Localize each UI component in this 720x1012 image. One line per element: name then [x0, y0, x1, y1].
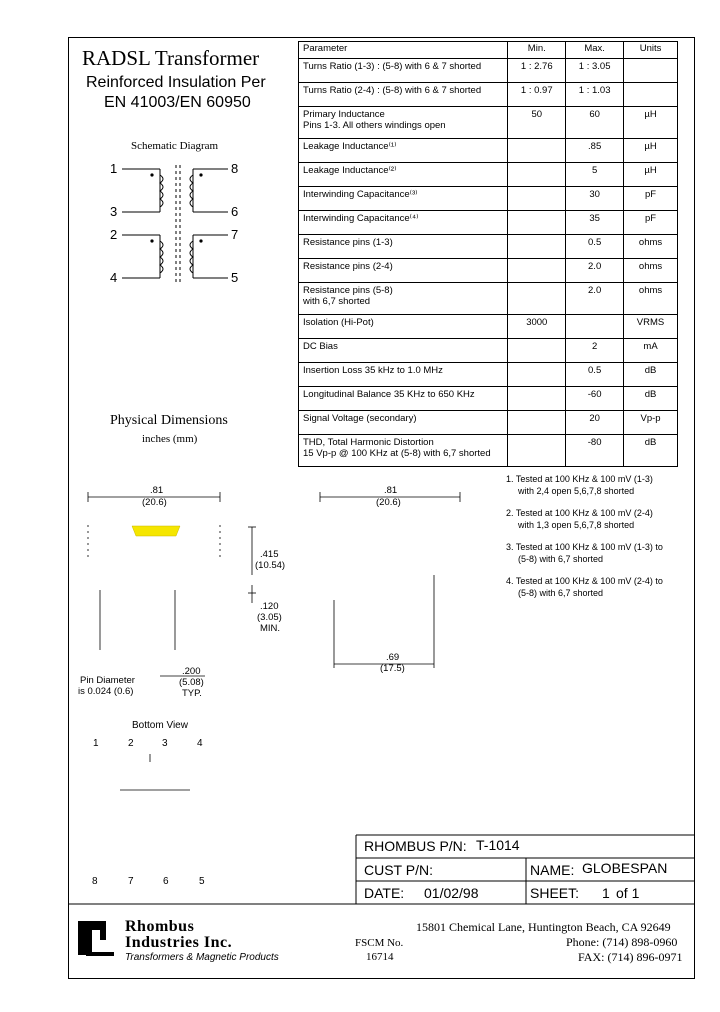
row-units: dB — [624, 435, 678, 467]
note-line: (5-8) with 6,7 shorted — [518, 588, 604, 598]
row-units — [624, 59, 678, 83]
dim-height: .415 — [260, 549, 279, 560]
cust-pn-label: CUST P/N: — [364, 862, 433, 878]
row-units: ohms — [624, 235, 678, 259]
rhombus-pn-label: RHOMBUS P/N: — [364, 838, 467, 854]
schematic-pin-2: 2 — [110, 227, 118, 242]
dimension-drawing — [88, 492, 460, 790]
schematic-pin-3: 3 — [110, 204, 118, 219]
row-param: Leakage Inductance⁽¹⁾ — [299, 139, 508, 163]
row-max: 60 — [566, 107, 624, 139]
row-units: VRMS — [624, 315, 678, 339]
bottom-pin-3: 3 — [162, 738, 168, 749]
table-row — [299, 315, 678, 339]
bottom-view-title: Bottom View — [132, 720, 188, 731]
dim-width-right-mm: (20.6) — [376, 497, 401, 508]
row-max: 35 — [566, 211, 624, 235]
company-tagline: Transformers & Magnetic Products — [125, 952, 279, 963]
row-max: .85 — [566, 139, 624, 163]
row-min — [508, 235, 566, 259]
row-units: pF — [624, 211, 678, 235]
table-row — [299, 139, 678, 163]
dim-pin-length-note: MIN. — [260, 623, 281, 634]
row-min: 1 : 2.76 — [508, 59, 566, 83]
dim-pin-spacing-note: TYP. — [182, 688, 202, 699]
row-units: dB — [624, 363, 678, 387]
fscm-label: FSCM No. — [355, 937, 404, 949]
col-header-min: Min. — [508, 42, 566, 59]
schematic-pin-1: 1 — [110, 161, 118, 176]
row-param: Insertion Loss 35 kHz to 1.0 MHz — [299, 363, 508, 387]
col-header-parameter: Parameter — [299, 42, 508, 59]
row-max: 1 : 1.03 — [566, 83, 624, 107]
row-param-line1: Resistance pins (5-8) — [303, 285, 393, 296]
row-max — [566, 315, 624, 339]
table-row — [299, 163, 678, 187]
row-param-line2: 15 Vp-p @ 100 KHz at (5-8) with 6,7 shorted — [303, 448, 491, 459]
dim-row-spacing-mm: (17.5) — [380, 663, 405, 674]
row-units: µH — [624, 139, 678, 163]
note-line: Tested at 100 KHz & 100 mV (1-3) to — [515, 542, 663, 552]
table-row — [299, 59, 678, 83]
fscm-value: 16714 — [366, 951, 394, 963]
bottom-pin-2: 2 — [128, 738, 134, 749]
schematic-pin-5: 5 — [231, 270, 239, 285]
row-min: 50 — [508, 107, 566, 139]
bottom-pin-4: 4 — [197, 738, 203, 749]
note-line: Tested at 100 KHz & 100 mV (2-4) to — [515, 576, 663, 586]
row-units: mA — [624, 339, 678, 363]
rhombus-pn-value: T-1014 — [476, 837, 520, 853]
company-phone: Phone: (714) 898-0960 — [566, 935, 678, 949]
table-row — [299, 83, 678, 107]
schematic-pin-4: 4 — [110, 270, 118, 285]
row-units: pF — [624, 187, 678, 211]
pin-diameter-label: Pin Diameter — [80, 675, 135, 686]
row-min — [508, 283, 566, 315]
schematic-pin-7: 7 — [231, 227, 239, 242]
row-units: µH — [624, 107, 678, 139]
row-min: 3000 — [508, 315, 566, 339]
note-1 — [506, 473, 653, 497]
col-header-max: Max. — [566, 42, 624, 59]
row-units: ohms — [624, 259, 678, 283]
note-3 — [506, 541, 663, 565]
note-line: with 1,3 open 5,6,7,8 shorted — [518, 520, 635, 530]
row-param — [299, 107, 508, 139]
table-row — [299, 387, 678, 411]
row-param: Resistance pins (1-3) — [299, 235, 508, 259]
dim-pin-length: .120 — [260, 601, 279, 612]
sheet-label: SHEET: — [530, 885, 580, 901]
row-param: Leakage Inductance⁽²⁾ — [299, 163, 508, 187]
sheet-of: of 1 — [616, 885, 640, 901]
row-param: Turns Ratio (2-4) : (5-8) with 6 & 7 shorted — [299, 83, 508, 107]
dimensions-subtitle: inches (mm) — [142, 433, 198, 445]
company-name-2: Industries Inc. — [125, 934, 233, 951]
dim-height-mm: (10.54) — [255, 560, 286, 571]
row-units: ohms — [624, 283, 678, 315]
dimensions-title: Physical Dimensions — [110, 413, 228, 428]
dim-pin-spacing: .200 — [182, 666, 201, 677]
note-line: Tested at 100 KHz & 100 mV (1-3) — [515, 474, 653, 484]
name-label: NAME: — [530, 862, 575, 878]
table-row — [299, 363, 678, 387]
table-row — [299, 283, 678, 315]
row-min — [508, 259, 566, 283]
table-row — [299, 107, 678, 139]
row-min — [508, 411, 566, 435]
row-min — [508, 211, 566, 235]
row-min — [508, 139, 566, 163]
product-title: RADSL Transformer — [82, 46, 260, 70]
note-number: 4. — [506, 576, 514, 586]
row-param: Signal Voltage (secondary) — [299, 411, 508, 435]
dim-width-right: .81 — [384, 485, 398, 496]
note-line: Tested at 100 KHz & 100 mV (2-4) — [515, 508, 653, 518]
schematic-pin-6: 6 — [231, 204, 239, 219]
row-min: 1 : 0.97 — [508, 83, 566, 107]
product-subtitle-2: EN 41003/EN 60950 — [104, 94, 251, 111]
company-address: 15801 Chemical Lane, Huntington Beach, CA 92649 — [416, 920, 671, 934]
note-line: (5-8) with 6,7 shorted — [518, 554, 604, 564]
row-param — [299, 435, 508, 467]
table-row — [299, 211, 678, 235]
pin-diameter-value: is 0.024 (0.6) — [78, 686, 134, 697]
row-max: 2 — [566, 339, 624, 363]
spec-table — [298, 41, 678, 467]
table-row — [299, 259, 678, 283]
dim-width-left-mm: (20.6) — [142, 497, 167, 508]
row-max: 0.5 — [566, 363, 624, 387]
row-param-line1: Primary Inductance — [303, 109, 385, 120]
row-param: Resistance pins (2-4) — [299, 259, 508, 283]
row-min — [508, 187, 566, 211]
row-units: µH — [624, 163, 678, 187]
row-max: -80 — [566, 435, 624, 467]
dim-width-left: .81 — [150, 485, 164, 496]
row-param-line1: THD, Total Harmonic Distortion — [303, 437, 434, 448]
note-number: 2. — [506, 508, 514, 518]
schematic-pin-8: 8 — [231, 161, 239, 176]
table-row — [299, 435, 678, 467]
row-units — [624, 83, 678, 107]
table-row — [299, 187, 678, 211]
row-max: 2.0 — [566, 259, 624, 283]
bottom-pin-8: 8 — [92, 876, 98, 887]
row-max: 5 — [566, 163, 624, 187]
note-2 — [506, 507, 653, 531]
name-value: GLOBESPAN — [582, 860, 668, 876]
table-row — [299, 411, 678, 435]
bottom-pin-5: 5 — [199, 876, 205, 887]
note-number: 3. — [506, 542, 514, 552]
row-max: 20 — [566, 411, 624, 435]
row-min — [508, 339, 566, 363]
product-subtitle-1: Reinforced Insulation Per — [86, 74, 266, 91]
bottom-pin-1: 1 — [93, 738, 99, 749]
row-param: Interwinding Capacitance⁽⁴⁾ — [299, 211, 508, 235]
component-top-highlight — [132, 526, 180, 536]
company-fax: FAX: (714) 896-0971 — [578, 950, 683, 964]
dim-row-spacing: .69 — [386, 652, 400, 663]
note-line: with 2,4 open 5,6,7,8 shorted — [518, 486, 635, 496]
row-min — [508, 387, 566, 411]
row-units: Vp-p — [624, 411, 678, 435]
note-4 — [506, 575, 663, 599]
bottom-pin-6: 6 — [163, 876, 169, 887]
row-param: Turns Ratio (1-3) : (5-8) with 6 & 7 shorted — [299, 59, 508, 83]
bottom-pin-7: 7 — [128, 876, 134, 887]
schematic-title: Schematic Diagram — [131, 140, 219, 152]
row-max: 1 : 3.05 — [566, 59, 624, 83]
table-row — [299, 235, 678, 259]
row-param: Longitudinal Balance 35 KHz to 650 KHz — [299, 387, 508, 411]
row-max: -60 — [566, 387, 624, 411]
row-max: 2.0 — [566, 283, 624, 315]
row-max: 30 — [566, 187, 624, 211]
dim-pin-length-mm: (3.05) — [257, 612, 282, 623]
schematic-diagram — [122, 165, 228, 282]
row-param: Isolation (Hi-Pot) — [299, 315, 508, 339]
company-logo — [78, 921, 114, 956]
row-param — [299, 283, 508, 315]
sheet-value: 1 — [602, 885, 610, 901]
row-max: 0.5 — [566, 235, 624, 259]
table-row — [299, 339, 678, 363]
company-name-1: Rhombus — [125, 918, 195, 935]
col-header-units: Units — [624, 42, 678, 59]
date-value: 01/02/98 — [424, 885, 479, 901]
row-param-line2: with 6,7 shorted — [303, 296, 371, 307]
row-min — [508, 363, 566, 387]
row-units: dB — [624, 387, 678, 411]
spec-table-header — [299, 42, 678, 59]
date-label: DATE: — [364, 885, 405, 901]
note-number: 1. — [506, 474, 514, 484]
dim-pin-spacing-mm: (5.08) — [179, 677, 204, 688]
row-param: Interwinding Capacitance⁽³⁾ — [299, 187, 508, 211]
row-param: DC Bias — [299, 339, 508, 363]
row-min — [508, 435, 566, 467]
row-min — [508, 163, 566, 187]
row-param-line2: Pins 1-3. All others windings open — [303, 120, 446, 131]
